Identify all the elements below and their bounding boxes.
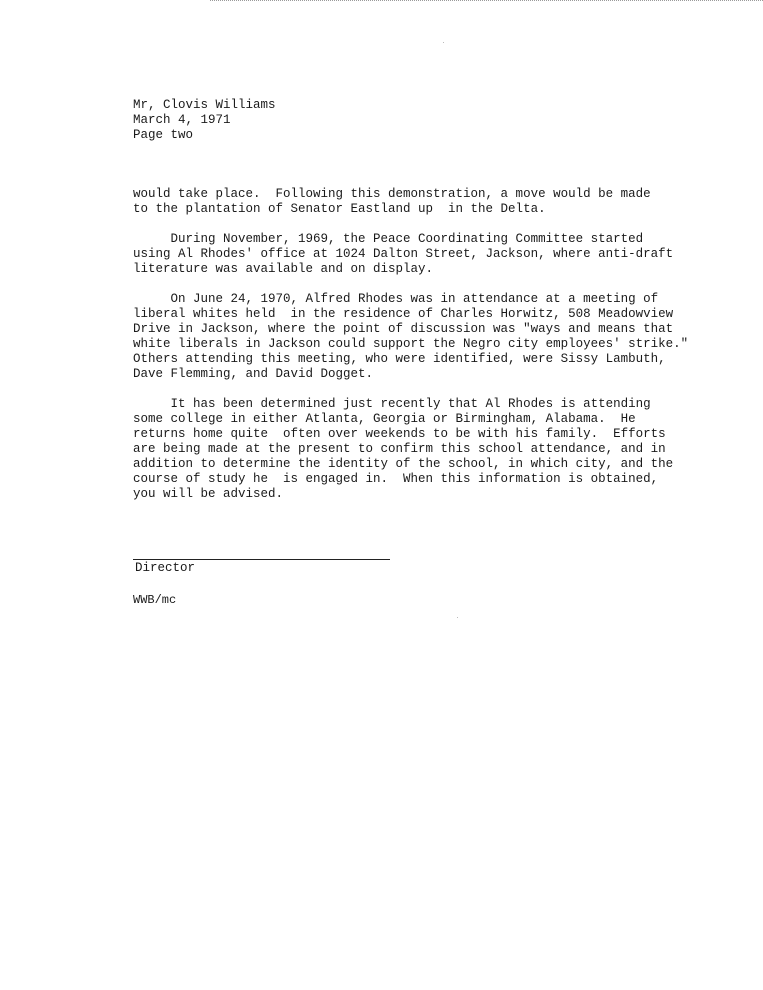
paragraph-line: During November, 1969, the Peace Coordinating Committee started: [133, 232, 644, 246]
date-line: March 4, 1971: [133, 113, 231, 127]
addressee-line: Mr, Clovis Williams: [133, 98, 276, 112]
paragraph-line: using Al Rhodes' office at 1024 Dalton Street, Jackson, where anti-draft: [133, 247, 674, 261]
paragraph-line: to the plantation of Senator Eastland up in the Delta.: [133, 202, 546, 216]
paragraph-line: white liberals in Jackson could support the Negro city employees' strike.": [133, 337, 689, 351]
signature-line: [133, 559, 390, 560]
paragraph-line: would take place. Following this demonstration, a move would be made: [133, 187, 651, 201]
scan-speck: [457, 617, 458, 618]
paragraph-line: literature was available and on display.: [133, 262, 434, 276]
paragraph-line: some college in either Atlanta, Georgia or Birmingham, Alabama. He: [133, 412, 636, 426]
page-number-line: Page two: [133, 128, 194, 142]
paragraph-line: Drive in Jackson, where the point of discussion was "ways and means that: [133, 322, 674, 336]
page-top-edge: [210, 0, 763, 1]
paragraph-line: returns home quite often over weekends to be with his family. Efforts: [133, 427, 666, 441]
paragraph-line: Dave Flemming, and David Dogget.: [133, 367, 374, 381]
letter-header: [133, 98, 276, 143]
paragraph-line: course of study he is engaged in. When this information is obtained,: [133, 472, 659, 486]
paragraph-line: are being made at the present to confirm this school attendance, and in: [133, 442, 666, 456]
paragraph-3: [133, 292, 688, 382]
paragraph-line: you will be advised.: [133, 487, 284, 501]
paragraph-line: Others attending this meeting, who were identified, were Sissy Lambuth,: [133, 352, 666, 366]
signature-title: Director: [135, 561, 196, 575]
paragraph-line: It has been determined just recently that Al Rhodes is attending: [133, 397, 651, 411]
scan-speck: [443, 42, 444, 43]
paragraph-4: [133, 397, 673, 502]
paragraph-line: addition to determine the identity of the school, in which city, and the: [133, 457, 674, 471]
paragraph-line: On June 24, 1970, Alfred Rhodes was in attendance at a meeting of: [133, 292, 659, 306]
typist-initials: WWB/mc: [133, 593, 177, 607]
paragraph-2: [133, 232, 673, 277]
paragraph-1: [133, 187, 651, 217]
paragraph-line: liberal whites held in the residence of Charles Horwitz, 508 Meadowview: [133, 307, 674, 321]
